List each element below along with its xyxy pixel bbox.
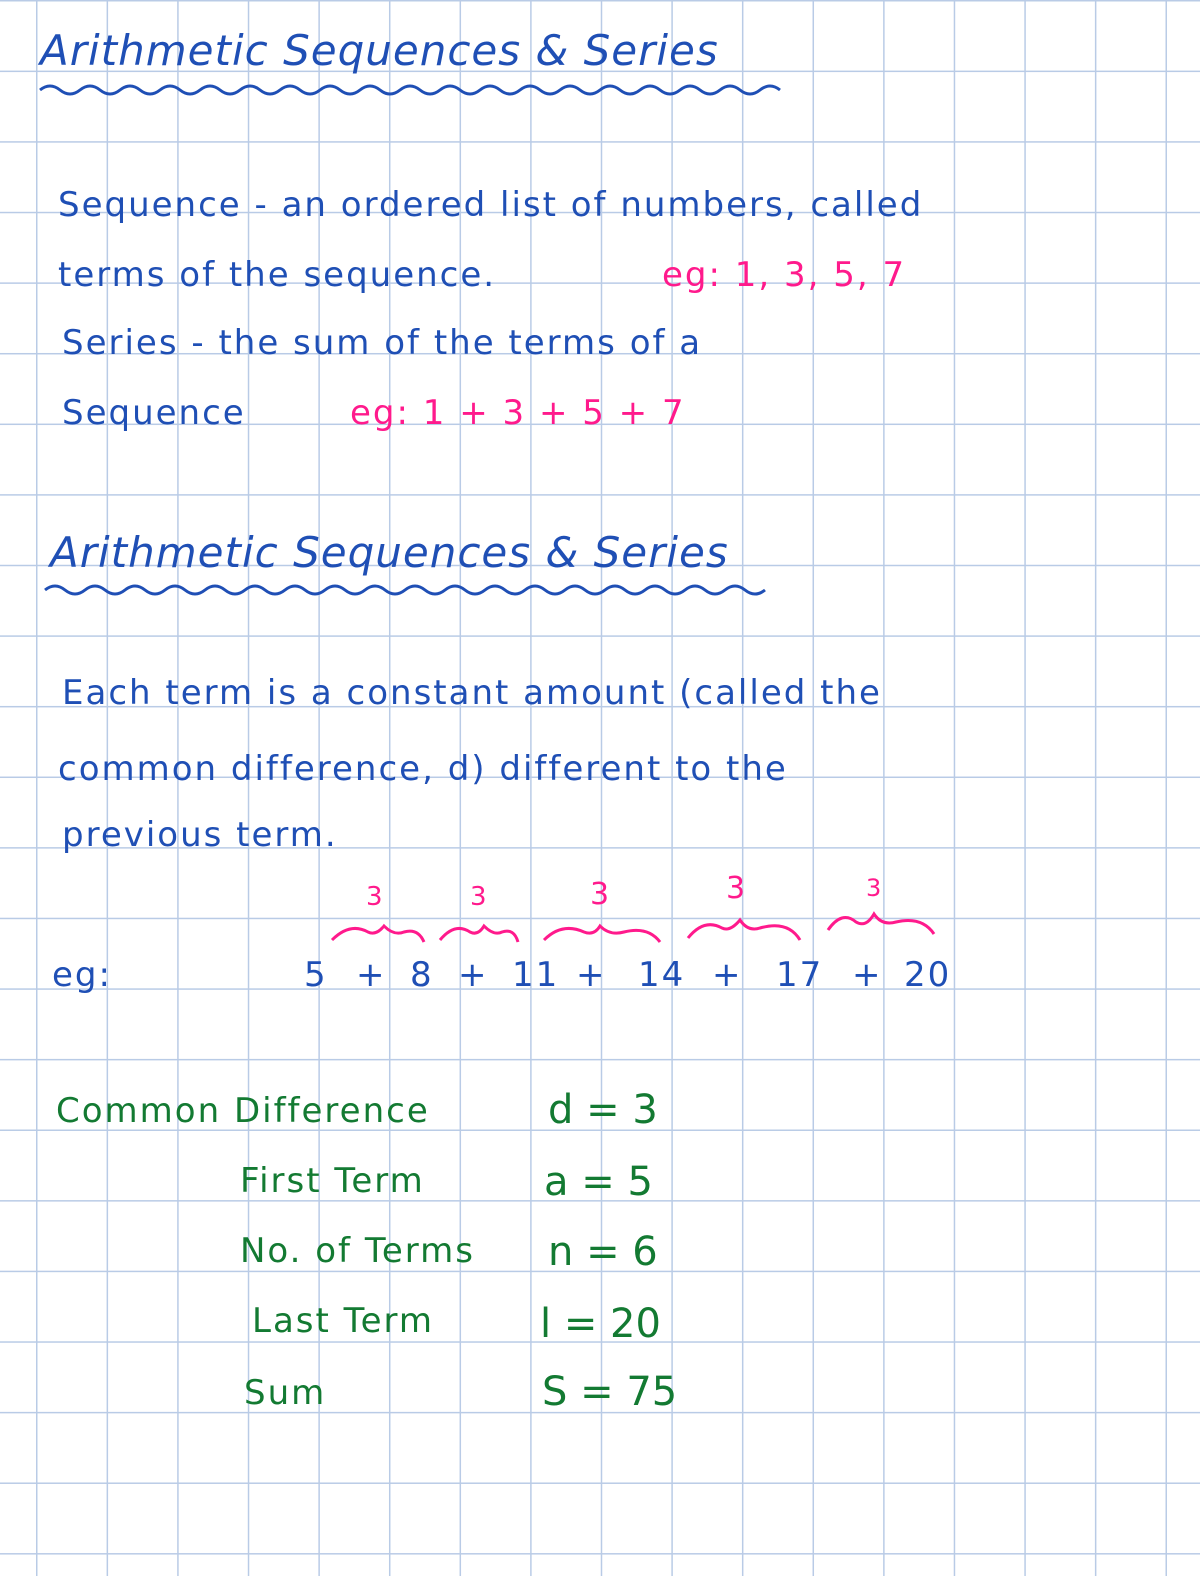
brace-1 — [332, 926, 424, 942]
difference-label-5: 3 — [866, 874, 882, 902]
brace-2 — [440, 926, 518, 942]
brace-3 — [544, 926, 660, 942]
summary-value-sum: S = 75 — [542, 1369, 678, 1415]
summary-value-first-term: a = 5 — [544, 1159, 653, 1205]
term-3: 11 — [512, 955, 560, 995]
sequence-example: eg: 1, 3, 5, 7 — [662, 255, 907, 295]
summary-value-number-of-terms: n = 6 — [548, 1229, 658, 1275]
term-5: 17 — [776, 955, 824, 995]
section-heading: Arithmetic Sequences & Series — [50, 528, 729, 577]
summary-label-common-difference: Common Difference — [56, 1091, 430, 1131]
explanation-line3: previous term. — [62, 815, 338, 855]
difference-label-2: 3 — [470, 882, 487, 912]
summary-label-first-term: First Term — [240, 1161, 425, 1201]
plus-3: + — [576, 955, 607, 995]
sequence-definition-line1: Sequence - an ordered list of numbers, called — [58, 185, 924, 225]
series-example: eg: 1 + 3 + 5 + 7 — [350, 393, 686, 433]
difference-label-3: 3 — [590, 877, 610, 912]
plus-2: + — [458, 955, 489, 995]
page-title: Arithmetic Sequences & Series — [40, 26, 719, 75]
plus-5: + — [852, 955, 883, 995]
brace-5 — [828, 914, 934, 934]
summary-label-number-of-terms: No. of Terms — [240, 1231, 475, 1271]
sequence-definition-line2: terms of the sequence. — [58, 255, 497, 295]
summary-label-last-term: Last Term — [252, 1301, 435, 1341]
term-6: 20 — [904, 955, 952, 995]
summary-value-common-difference: d = 3 — [548, 1087, 658, 1133]
explanation-line1: Each term is a constant amount (called the — [62, 673, 882, 713]
summary-label-sum: Sum — [244, 1373, 327, 1413]
term-2: 8 — [410, 955, 434, 995]
summary-value-last-term: l = 20 — [540, 1301, 661, 1347]
term-4: 14 — [638, 955, 686, 995]
difference-label-1: 3 — [366, 882, 383, 912]
series-definition-line2: Sequence — [62, 393, 246, 433]
term-1: 5 — [304, 955, 328, 995]
plus-4: + — [712, 955, 743, 995]
difference-label-4: 3 — [726, 871, 746, 906]
example-label: eg: — [52, 955, 112, 995]
explanation-line2: common difference, d) different to the — [58, 749, 788, 789]
series-definition-line1: Series - the sum of the terms of a — [62, 323, 703, 363]
brace-4 — [688, 920, 800, 940]
plus-1: + — [356, 955, 387, 995]
